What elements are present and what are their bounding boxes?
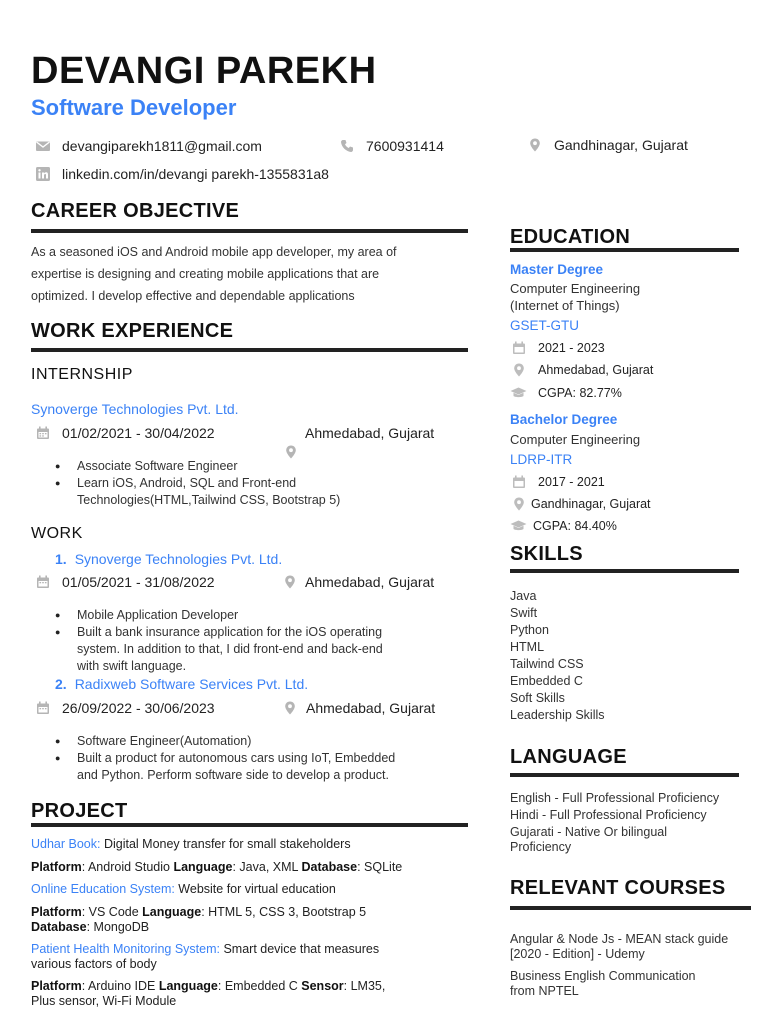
candidate-name: DEVANGI PAREKH [31, 50, 377, 92]
location-icon [512, 363, 526, 377]
cgpa-text: CGPA: 84.40% [533, 519, 617, 533]
list-number: 1. [55, 551, 67, 567]
field-line: (Internet of Things) [510, 298, 620, 313]
list-item: ● Learn iOS, Android, SQL and Front-end [31, 475, 471, 492]
project-name: Udhar Book: [31, 837, 101, 851]
list-item-continuation: and Python. Perform software side to develop a product. [77, 768, 389, 782]
education-location [512, 497, 651, 511]
skill-item: HTML [510, 640, 545, 654]
education-cgpa [510, 386, 622, 400]
job-entry-company [55, 551, 282, 567]
project-name: Patient Health Monitoring System: [31, 942, 220, 956]
job-duties [31, 607, 471, 675]
skill-item: Soft Skills [510, 691, 565, 705]
linkedin-text: linkedin.com/in/devangi parekh-1355831a8 [62, 166, 329, 182]
field-value: : HTML 5, CSS 3, Bootstrap 5 [201, 905, 367, 919]
calendar-icon [512, 475, 526, 489]
field-value: : Java, XML [232, 860, 302, 874]
language-item: Gujarati - Native Or bilingual [510, 825, 668, 839]
field-label: Language [142, 905, 202, 919]
company-name: Synoverge Technologies Pvt. Ltd. [74, 551, 283, 567]
field-label: Database [301, 860, 358, 874]
section-divider [31, 348, 468, 352]
list-item: ● Software Engineer(Automation) [31, 733, 471, 750]
field-value: : MongoDB [86, 920, 150, 934]
career-objective-heading: CAREER OBJECTIVE [31, 200, 240, 222]
course-line: Business English Communication [510, 969, 696, 983]
career-objective-text [31, 241, 471, 307]
course-item [510, 969, 762, 999]
language-item: English - Full Professional Proficiency [510, 791, 720, 805]
work-label: WORK [31, 525, 83, 542]
language-heading: LANGUAGE [510, 746, 627, 768]
company-name: Radixweb Software Services Pvt. Ltd. [74, 676, 309, 692]
course-item [510, 932, 762, 962]
project-description: Smart device that measures [219, 942, 380, 956]
education-years [512, 475, 605, 489]
objective-line: As a seasoned iOS and Android mobile app developer, my area of [31, 245, 397, 259]
phone-contact[interactable] [340, 138, 444, 154]
calendar-icon [36, 575, 50, 589]
list-item: ● Built a product for autonomous cars using IoT, Embedded [31, 750, 471, 767]
location-icon [512, 497, 526, 511]
field-value: : LM35, [343, 979, 386, 993]
internship-label: INTERNSHIP [31, 366, 133, 383]
work-experience-heading: WORK EXPERIENCE [31, 320, 234, 342]
job-location [283, 574, 434, 590]
field-value: : SQLite [357, 860, 403, 874]
linkedin-contact[interactable] [36, 166, 329, 182]
list-item-continuation: with swift language. [77, 659, 187, 673]
location-icon [528, 138, 542, 152]
list-number: 2. [55, 676, 67, 692]
project-heading: PROJECT [31, 800, 128, 822]
language-item: Proficiency [510, 840, 572, 854]
field-label: Language [158, 979, 218, 993]
skill-item: Leadership Skills [510, 708, 605, 722]
location-text: Gandhinagar, Gujarat [531, 497, 651, 511]
field-label: Platform [31, 905, 82, 919]
objective-line: optimized. I develop effective and dependable applications [31, 289, 355, 303]
calendar-icon [36, 426, 50, 440]
section-divider [31, 229, 468, 233]
field-label: Platform [31, 979, 82, 993]
objective-line: expertise is designing and creating mobile applications that are [31, 267, 380, 281]
field-label: Sensor [301, 979, 344, 993]
field-label: Database [31, 920, 87, 934]
field-label: Platform [31, 860, 82, 874]
linkedin-icon [36, 167, 50, 181]
list-item-continuation: Technologies(HTML,Tailwind CSS, Bootstrap 5) [77, 493, 341, 507]
skills-heading: SKILLS [510, 543, 583, 565]
list-item: ● Built a bank insurance application for the iOS operating [31, 624, 471, 641]
location-text: Ahmedabad, Gujarat [306, 700, 436, 716]
job-entry-company [55, 676, 308, 692]
project-item [31, 942, 471, 1009]
degree-title: Master Degree [510, 262, 604, 277]
mail-icon [36, 139, 50, 153]
list-item: ● Associate Software Engineer [31, 458, 471, 475]
relevant-courses-heading: RELEVANT COURSES [510, 877, 726, 899]
location-icon [283, 575, 297, 589]
degree-title: Bachelor Degree [510, 412, 618, 427]
project-name: Online Education System: [31, 882, 175, 896]
phone-icon [340, 139, 354, 153]
calendar-icon [36, 701, 50, 715]
project-description: Digital Money transfer for small stakeholders [100, 837, 351, 851]
internship-duties [31, 458, 471, 509]
field-value: : Android Studio [81, 860, 174, 874]
skill-item: Python [510, 623, 549, 637]
education-location [512, 363, 653, 377]
phone-text: 7600931414 [366, 138, 444, 154]
field-value: : Embedded C [217, 979, 302, 993]
job-dates [36, 700, 215, 716]
email-text: devangiparekh1811@gmail.com [62, 138, 262, 154]
job-title: Software Developer [31, 95, 237, 120]
skill-item: Tailwind CSS [510, 657, 584, 671]
section-divider [510, 906, 751, 910]
field-value: : VS Code [81, 905, 143, 919]
section-divider [510, 569, 739, 573]
course-line: Angular & Node Js - MEAN stack guide [510, 932, 729, 946]
date-range: 01/02/2021 - 30/04/2022 [62, 425, 215, 441]
degree-field: Computer Engineering [510, 432, 641, 447]
location-icon [284, 445, 298, 459]
location-text: Gandhinagar, Gujarat [554, 137, 688, 153]
location-icon [283, 701, 297, 715]
location-text: Ahmedabad, Gujarat [305, 574, 435, 590]
section-divider [510, 773, 739, 777]
email-contact[interactable] [36, 138, 262, 154]
school-name: GSET-GTU [510, 318, 580, 333]
language-item: Hindi - Full Professional Proficiency [510, 808, 707, 822]
internship-dates [36, 425, 215, 441]
list-item: ● Mobile Application Developer [31, 607, 471, 624]
date-range: 26/09/2022 - 30/06/2023 [62, 700, 215, 716]
years-text: 2017 - 2021 [538, 475, 605, 489]
degree-field [510, 280, 640, 314]
internship-company: Synoverge Technologies Pvt. Ltd. [31, 401, 239, 417]
education-heading: EDUCATION [510, 226, 631, 248]
education-years [512, 341, 605, 355]
list-item-continuation: system. In addition to that, I did front-end and back-end [77, 642, 383, 656]
field-value: Plus sensor, Wi-Fi Module [31, 994, 177, 1008]
course-line: from NPTEL [510, 984, 579, 998]
project-item [31, 882, 471, 935]
field-line: Computer Engineering [510, 281, 641, 296]
calendar-icon [512, 341, 526, 355]
graduation-cap-icon [510, 519, 527, 533]
job-dates [36, 574, 215, 590]
years-text: 2021 - 2023 [538, 341, 605, 355]
field-value: : Arduino IDE [81, 979, 159, 993]
internship-location: Ahmedabad, Gujarat [305, 425, 435, 441]
section-divider [510, 248, 739, 252]
job-location [283, 700, 435, 716]
school-name: LDRP-ITR [510, 452, 573, 467]
job-duties [31, 733, 471, 784]
language-list [510, 790, 719, 853]
date-range: 01/05/2021 - 31/08/2022 [62, 574, 215, 590]
skills-list [510, 588, 605, 724]
field-label: Language [173, 860, 233, 874]
project-description: Website for virtual education [174, 882, 336, 896]
project-description: various factors of body [31, 957, 157, 971]
education-cgpa [510, 519, 617, 533]
project-item [31, 837, 471, 875]
location-contact [528, 137, 688, 153]
skill-item: Embedded C [510, 674, 583, 688]
course-line: [2020 - Edition] - Udemy [510, 947, 645, 961]
cgpa-text: CGPA: 82.77% [538, 386, 622, 400]
section-divider [31, 823, 468, 827]
skill-item: Swift [510, 606, 538, 620]
location-text: Ahmedabad, Gujarat [538, 363, 654, 377]
skill-item: Java [510, 589, 537, 603]
graduation-cap-icon [510, 386, 527, 400]
